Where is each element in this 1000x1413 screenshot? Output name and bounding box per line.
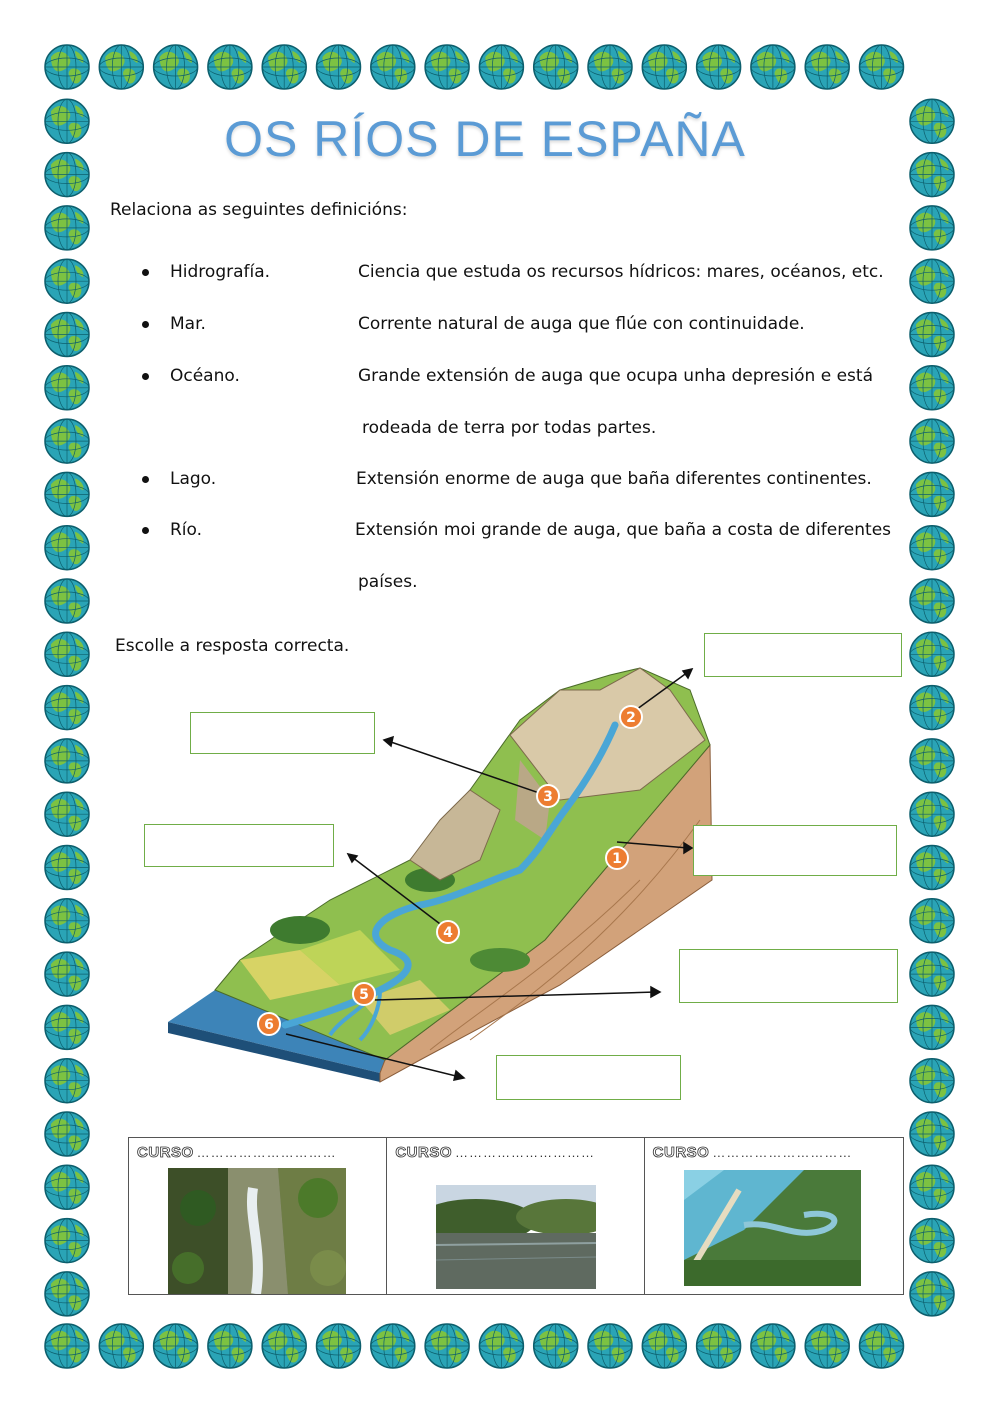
curso-dots: ………………………… [712, 1145, 853, 1160]
curso-label: CURSO [137, 1144, 194, 1161]
calm-river-photo [436, 1185, 596, 1289]
definition-1[interactable]: Ciencia que estuda os recursos hídricos: mares, océanos, etc. [358, 262, 884, 282]
term-mar[interactable]: Mar. [170, 314, 206, 334]
page-title: OS RÍOS DE ESPAÑA [224, 111, 746, 167]
definition-5[interactable]: Extensión moi grande de auga, que baña a costa de diferentes [355, 520, 892, 540]
answer-box-3[interactable] [190, 712, 375, 754]
badge-number: 3 [543, 789, 553, 805]
curso-dots: ………………………… [455, 1145, 595, 1160]
badge-number: 5 [359, 987, 369, 1003]
badge-number: 1 [612, 851, 622, 867]
answer-box-4[interactable] [144, 824, 334, 867]
mountain-waterfall-photo [168, 1168, 346, 1294]
instruction-relate: Relaciona as seguintes definicións: [110, 200, 408, 220]
badge-number: 2 [626, 710, 636, 726]
curso-label: CURSO [652, 1144, 710, 1161]
answer-box-5[interactable] [679, 949, 898, 1003]
definition-4[interactable]: Extensión enorme de auga que baña diferentes continentes. [356, 469, 872, 489]
definition-5-cont: países. [358, 572, 418, 592]
instruction-choose: Escolle a resposta correcta. [115, 636, 350, 656]
term-lago[interactable]: Lago. [170, 469, 217, 489]
curso-dots: ………………………… [196, 1145, 337, 1160]
answer-box-1[interactable] [693, 825, 897, 876]
term-hidrografia[interactable]: Hidrografía. [170, 262, 271, 282]
curso-label: CURSO [395, 1144, 452, 1161]
badge-number: 6 [264, 1017, 274, 1033]
river-mouth-photo [684, 1170, 861, 1286]
badge-number: 4 [443, 925, 453, 941]
definition-2[interactable]: Corrente natural de auga que flúe con continuidade. [358, 314, 805, 334]
term-rio[interactable]: Río. [170, 520, 203, 540]
answer-box-6[interactable] [496, 1055, 681, 1100]
definition-3[interactable]: Grande extensión de auga que ocupa unha depresión e está [358, 366, 873, 386]
term-oceano[interactable]: Océano. [170, 366, 240, 386]
definition-3-cont: rodeada de terra por todas partes. [362, 418, 657, 438]
answer-box-2[interactable] [704, 633, 902, 677]
